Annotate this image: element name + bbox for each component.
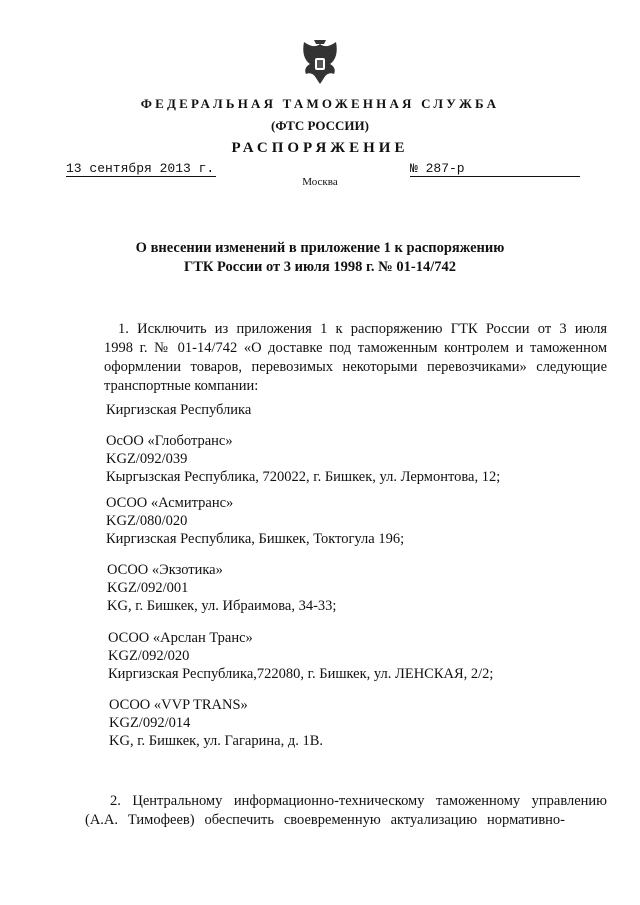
- agency-name: ФЕДЕРАЛЬНАЯ ТАМОЖЕННАЯ СЛУЖБА: [140, 96, 500, 111]
- paragraph-1-line: 1998 г. № 01-14/742 «О доставке под таможенным контролем и таможенном: [104, 340, 607, 356]
- document-number: № 287-р: [410, 161, 580, 177]
- document-title-line: О внесении изменений в приложение 1 к распоряжению: [135, 240, 505, 256]
- paragraph-1-line: 1. Исключить из приложения 1 к распоряжению ГТК России от 3 июля: [118, 321, 607, 337]
- company-code: KGZ/092/001: [107, 580, 189, 596]
- document-title-line: ГТК России от 3 июля 1998 г. № 01-14/742: [184, 259, 456, 275]
- paragraph-2-line: 2. Центральному информационно-техническому таможенному управлению: [110, 793, 607, 809]
- company-name: ОСОО «Экзотика»: [107, 562, 223, 578]
- company-address: KG, г. Бишкек, ул. Гагарина, д. 1В.: [109, 733, 323, 749]
- company-address: Киргизская Республика, Бишкек, Токтогула 196;: [106, 531, 405, 547]
- company-name: ОсОО «Глоботранс»: [106, 433, 233, 449]
- country-heading: Киргизская Республика: [106, 402, 252, 418]
- document-city: Москва: [302, 176, 338, 188]
- company-name: ОСОО «Арслан Транс»: [108, 630, 253, 646]
- paragraph-2-line: (А.А. Тимофеев) обеспечить своевременную актуализацию нормативно-: [85, 812, 565, 828]
- company-name: ОСОО «Асмитранс»: [106, 495, 234, 511]
- agency-short-name: (ФТС РОССИИ): [271, 118, 369, 133]
- company-address: Кыргызская Республика, 720022, г. Бишкек, ул. Лермонтова, 12;: [106, 469, 501, 485]
- document-type: РАСПОРЯЖЕНИЕ: [231, 140, 409, 156]
- paragraph-1-line: транспортные компании:: [104, 378, 259, 394]
- company-code: KGZ/092/039: [106, 451, 188, 467]
- company-address: KG, г. Бишкек, ул. Ибраимова, 34-33;: [107, 598, 337, 614]
- coat-of-arms-icon: [298, 38, 342, 88]
- paragraph-1-line: оформлении товаров, перевозимых некоторыми перевозчиками» следующие: [104, 359, 607, 375]
- company-address: Киргизская Республика,722080, г. Бишкек, ул. ЛЕНСКАЯ, 2/2;: [108, 666, 494, 682]
- company-code: KGZ/092/020: [108, 648, 190, 664]
- company-code: KGZ/092/014: [109, 715, 191, 731]
- company-code: KGZ/080/020: [106, 513, 188, 529]
- company-name: ОСОО «VVP TRANS»: [109, 697, 248, 713]
- document-date: 13 сентября 2013 г.: [66, 161, 215, 176]
